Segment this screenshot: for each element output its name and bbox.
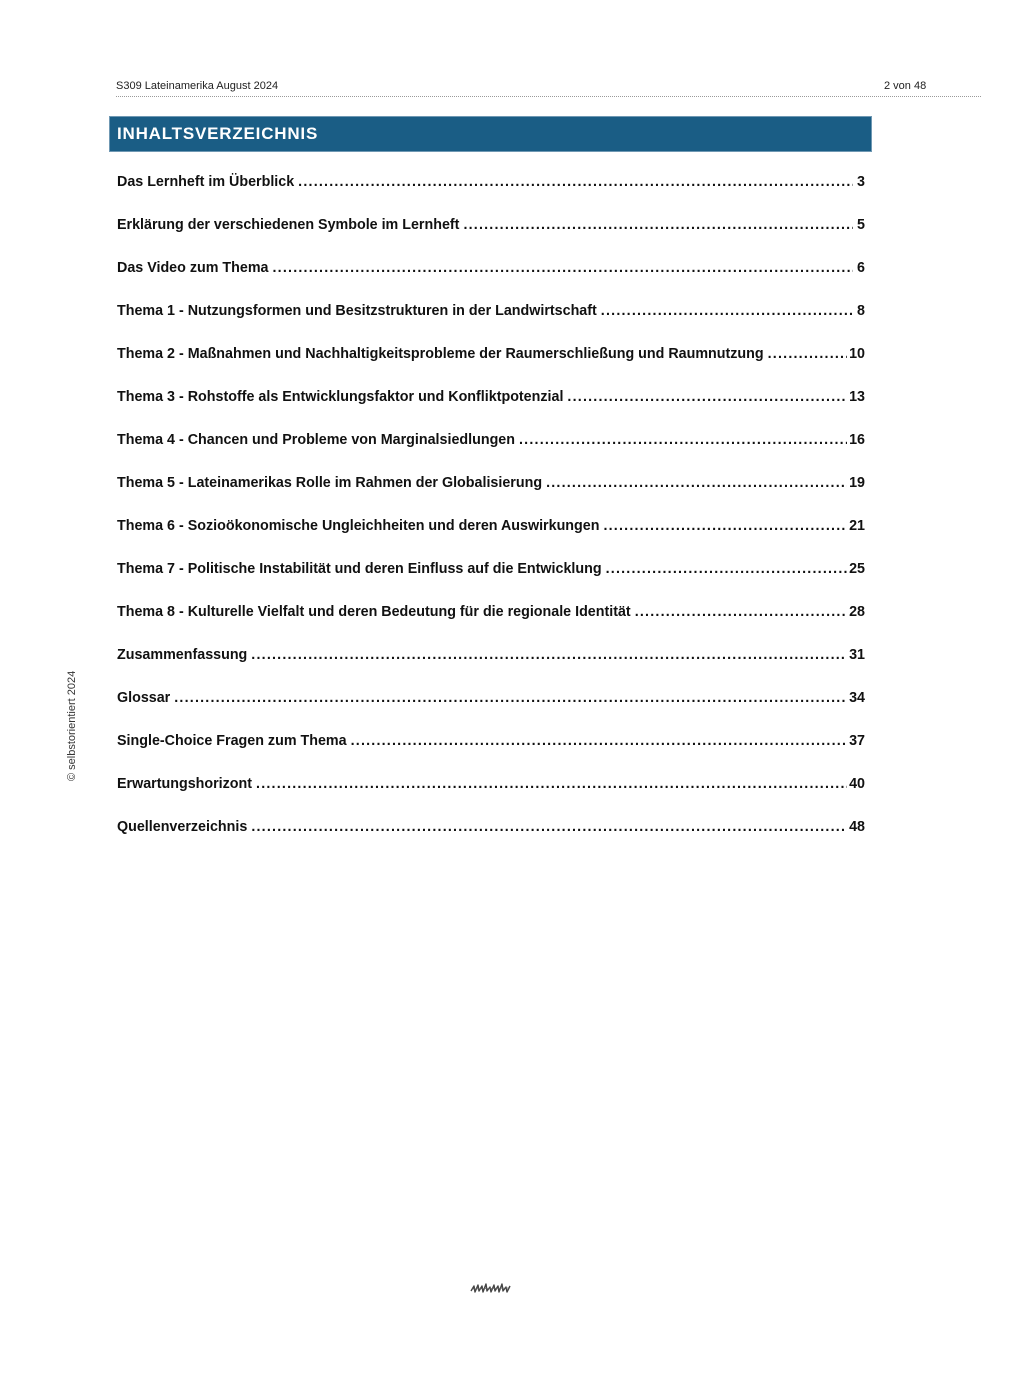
toc-entry[interactable] <box>117 344 865 364</box>
toc-entry-page[interactable]: 16 <box>849 432 865 448</box>
document-title: S309 Lateinamerika August 2024 <box>116 80 279 92</box>
toc-entry-page[interactable]: 21 <box>849 518 865 534</box>
toc-entry-page[interactable]: 48 <box>849 819 865 835</box>
toc-entry-page[interactable]: 25 <box>849 561 865 577</box>
toc-entry[interactable] <box>117 516 865 536</box>
toc-dot-leader <box>256 774 847 794</box>
toc-dot-leader <box>768 344 847 364</box>
toc-entry-title[interactable]: Das Lernheft im Überblick <box>117 174 295 190</box>
toc-entry-page[interactable]: 5 <box>857 217 865 233</box>
toc-dot-leader <box>463 215 853 235</box>
toc-dot-leader <box>603 516 847 536</box>
toc-entry[interactable] <box>117 817 865 837</box>
toc-entry[interactable] <box>117 774 865 794</box>
toc-entry-title[interactable]: Glossar <box>117 690 171 706</box>
toc-entry[interactable] <box>117 645 865 665</box>
toc-dot-leader <box>546 473 847 493</box>
table-of-contents <box>117 172 865 860</box>
toc-entry[interactable] <box>117 258 865 278</box>
toc-entry[interactable] <box>117 215 865 235</box>
toc-entry-title[interactable]: Single-Choice Fragen zum Thema <box>117 733 347 749</box>
toc-entry-page[interactable]: 13 <box>849 389 865 405</box>
toc-entry-title[interactable]: Thema 6 - Sozioökonomische Ungleichheiten und deren Auswirkungen <box>117 518 600 534</box>
toc-dot-leader <box>298 172 853 192</box>
toc-entry[interactable] <box>117 387 865 407</box>
toc-dot-leader <box>351 731 848 751</box>
toc-entry-page[interactable]: 34 <box>849 690 865 706</box>
toc-entry-page[interactable]: 3 <box>857 174 865 190</box>
toc-entry[interactable] <box>117 301 865 321</box>
page-header <box>116 79 981 97</box>
toc-dot-leader <box>174 688 847 708</box>
toc-entry[interactable] <box>117 602 865 622</box>
toc-entry-title[interactable]: Thema 4 - Chancen und Probleme von Marginalsiedlungen <box>117 432 515 448</box>
toc-entry-title[interactable]: Thema 1 - Nutzungsformen und Besitzstrukturen in der Landwirtschaft <box>117 303 597 319</box>
toc-heading: INHALTSVERZEICHNIS <box>109 116 872 152</box>
toc-entry-page[interactable]: 28 <box>849 604 865 620</box>
toc-entry-page[interactable]: 31 <box>849 647 865 663</box>
toc-entry-page[interactable]: 19 <box>849 475 865 491</box>
toc-entry-title[interactable]: Thema 7 - Politische Instabilität und deren Einfluss auf die Entwicklung <box>117 561 602 577</box>
signature-icon <box>469 1281 513 1295</box>
toc-entry-page[interactable]: 8 <box>857 303 865 319</box>
toc-entry-title[interactable]: Thema 2 - Maßnahmen und Nachhaltigkeitsprobleme der Raumerschließung und Raumnutzung <box>117 346 764 362</box>
toc-entry-title[interactable]: Das Video zum Thema <box>117 260 269 276</box>
toc-dot-leader <box>601 301 853 321</box>
toc-dot-leader <box>519 430 847 450</box>
toc-entry-title[interactable]: Thema 3 - Rohstoffe als Entwicklungsfaktor und Konfliktpotenzial <box>117 389 564 405</box>
toc-entry[interactable] <box>117 430 865 450</box>
toc-entry[interactable] <box>117 559 865 579</box>
toc-entry-page[interactable]: 6 <box>857 260 865 276</box>
page-number: 2 von 48 <box>884 80 927 92</box>
toc-dot-leader <box>251 817 847 837</box>
toc-entry-title[interactable]: Thema 8 - Kulturelle Vielfalt und deren Bedeutung für die regionale Identität <box>117 604 631 620</box>
toc-entry-title[interactable]: Erwartungshorizont <box>117 776 253 792</box>
toc-entry-page[interactable]: 10 <box>849 346 865 362</box>
toc-dot-leader <box>273 258 854 278</box>
toc-entry[interactable] <box>117 172 865 192</box>
toc-entry-page[interactable]: 40 <box>849 776 865 792</box>
toc-dot-leader <box>251 645 847 665</box>
toc-dot-leader <box>567 387 847 407</box>
toc-entry[interactable] <box>117 731 865 751</box>
toc-entry-title[interactable]: Erklärung der verschiedenen Symbole im Lernheft <box>117 217 460 233</box>
toc-entry[interactable] <box>117 473 865 493</box>
toc-entry-title[interactable]: Quellenverzeichnis <box>117 819 248 835</box>
toc-dot-leader <box>635 602 847 622</box>
toc-entry-title[interactable]: Thema 5 - Lateinamerikas Rolle im Rahmen der Globalisierung <box>117 475 543 491</box>
toc-entry-page[interactable]: 37 <box>849 733 865 749</box>
copyright-notice: © selbstorientiert 2024 <box>66 670 78 781</box>
toc-entry-title[interactable]: Zusammenfassung <box>117 647 248 663</box>
toc-dot-leader <box>606 559 848 579</box>
toc-entry[interactable] <box>117 688 865 708</box>
